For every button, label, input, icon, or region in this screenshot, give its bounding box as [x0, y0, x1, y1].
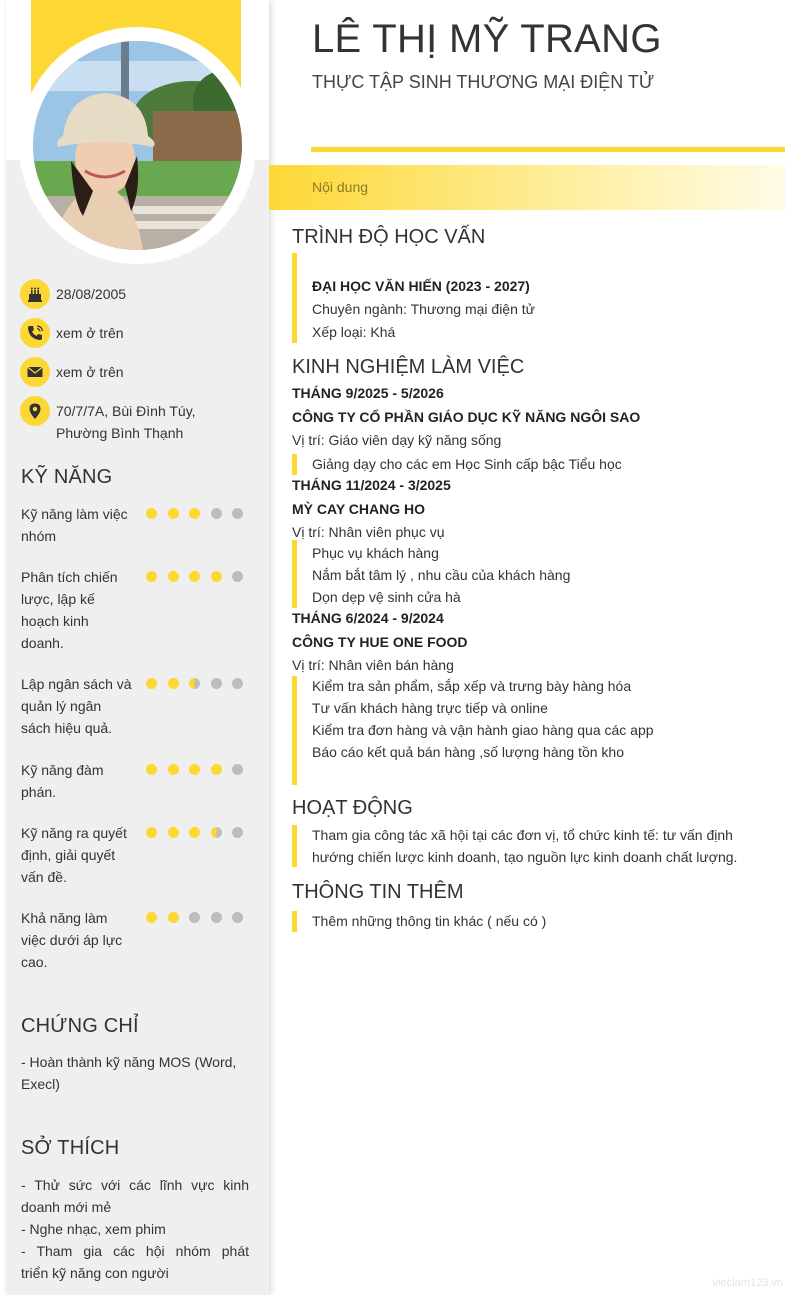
profile-photo — [33, 41, 242, 250]
skill-item — [21, 503, 141, 547]
rating-dot — [232, 571, 243, 582]
experience-title: KINH NGHIỆM LÀM VIỆC — [292, 356, 525, 378]
contact-birthday — [20, 279, 260, 309]
activities-line: Tham gia công tác xã hội tại các đơn vị, tổ chức kinh tế: tư vấn định — [312, 827, 733, 843]
content-bar — [269, 165, 785, 210]
watermark: vieclam123.vn — [712, 1277, 783, 1289]
job-2-task: Phục vụ khách hàng — [312, 545, 439, 561]
rating-dot — [211, 571, 222, 582]
rating-dot — [211, 508, 222, 519]
skill-rating — [146, 912, 254, 923]
rating-dot — [189, 678, 200, 689]
job-3-company: CÔNG TY HUE ONE FOOD — [292, 634, 468, 650]
education-major: Chuyên ngành: Thương mại điện tử — [312, 301, 536, 317]
job-2-position: Vị trí: Nhân viên phục vụ — [292, 524, 445, 540]
rating-dot — [211, 678, 222, 689]
job-1-accent-bar — [292, 454, 297, 475]
skill-name: Kỹ năng đàm phán. — [21, 762, 104, 800]
rating-dot — [168, 912, 179, 923]
contact-email — [20, 357, 260, 387]
hobbies-title: SỞ THÍCH — [21, 1137, 120, 1159]
rating-dot — [211, 827, 222, 838]
certificates-title: CHỨNG CHỈ — [21, 1015, 139, 1037]
rating-dot — [146, 571, 157, 582]
location-pin-icon — [20, 396, 50, 426]
job-3-task: Kiểm tra đơn hàng và vận hành giao hàng qua các app — [312, 722, 654, 738]
job-3-task: Kiểm tra sản phẩm, sắp xếp và trưng bày hàng hóa — [312, 678, 632, 694]
job-2-company: MỲ CAY CHANG HO — [292, 501, 426, 517]
phone-text: xem ở trên — [56, 325, 124, 341]
contact-list — [20, 279, 260, 453]
skill-item — [21, 759, 141, 803]
rating-dot — [189, 764, 200, 775]
skill-name: Phân tích chiến lược, lập kế hoạch kinh doanh. — [21, 569, 118, 651]
skill-rating — [146, 678, 254, 689]
rating-dot — [146, 764, 157, 775]
rating-dot — [146, 827, 157, 838]
rating-dot — [168, 678, 179, 689]
rating-dot — [146, 912, 157, 923]
job-3-task: Báo cáo kết quả bán hàng ,số lượng hàng tồn kho — [312, 744, 625, 760]
rating-dot — [232, 912, 243, 923]
address-text: 70/7/7A, Bùi Đình Túy, Phường Bình Thạnh — [56, 403, 196, 441]
mail-icon — [20, 357, 50, 387]
rating-dot — [211, 912, 222, 923]
skill-rating — [146, 827, 254, 838]
rating-dot — [146, 508, 157, 519]
content-bar-label: Nội dung — [312, 179, 369, 195]
activities-title: HOẠT ĐỘNG — [292, 797, 413, 819]
rating-dot — [189, 912, 200, 923]
rating-dot — [232, 508, 243, 519]
education-grade: Xếp loại: Khá — [312, 324, 396, 340]
skill-name: Kỹ năng ra quyết định, giải quyết vấn đề. — [21, 825, 127, 885]
job-2-period: THÁNG 11/2024 - 3/2025 — [292, 477, 451, 493]
education-title: TRÌNH ĐỘ HỌC VẤN — [292, 226, 486, 248]
rating-dot — [168, 764, 179, 775]
rating-dot — [232, 678, 243, 689]
education-accent-bar — [292, 253, 297, 343]
job-1-company: CÔNG TY CỔ PHẦN GIÁO DỤC KỸ NĂNG NGÔI SAO — [292, 409, 641, 425]
rating-dot — [146, 678, 157, 689]
skill-name: Khả năng làm việc dưới áp lực cao. — [21, 910, 123, 970]
email-text: xem ở trên — [56, 364, 124, 380]
skill-rating — [146, 508, 254, 519]
extra-title: THÔNG TIN THÊM — [292, 881, 464, 903]
contact-address — [20, 396, 260, 444]
job-2-task: Dọn dẹp vệ sinh cửa hà — [312, 589, 461, 605]
job-2-task: Nắm bắt tâm lý , nhu cầu của khách hàng — [312, 567, 571, 583]
job-3-task: Tư vấn khách hàng trực tiếp và online — [312, 700, 548, 716]
rating-dot — [232, 764, 243, 775]
job-3-accent-bar — [292, 676, 297, 785]
rating-dot — [168, 571, 179, 582]
skill-rating — [146, 571, 254, 582]
skill-item — [21, 907, 141, 973]
name-underline — [311, 147, 785, 152]
rating-dot — [232, 827, 243, 838]
sidebar — [6, 0, 269, 1295]
certificates-text: - Hoàn thành kỹ năng MOS (Word, Execl) — [21, 1054, 237, 1092]
birthday-text: 28/08/2005 — [56, 286, 127, 302]
education-school: ĐẠI HỌC VĂN HIẾN (2023 - 2027) — [312, 278, 530, 294]
rating-dot — [168, 508, 179, 519]
avatar — [33, 41, 242, 250]
skill-name: Lập ngân sách và quản lý ngân sách hiệu quả. — [21, 676, 132, 736]
skill-item — [21, 566, 141, 654]
cake-icon — [20, 279, 50, 309]
rating-dot — [211, 764, 222, 775]
skills-title: KỸ NĂNG — [21, 466, 113, 488]
skill-rating — [146, 764, 254, 775]
job-1-position: Vị trí: Giáo viên dạy kỹ năng sống — [292, 432, 502, 448]
activities-line: hướng chiến lược kinh doanh, tạo nguồn lực kinh doanh chất lượng. — [312, 849, 738, 865]
extra-accent-bar — [292, 911, 297, 932]
job-3-period: THÁNG 6/2024 - 9/2024 — [292, 610, 444, 626]
job-2-accent-bar — [292, 540, 297, 608]
contact-phone — [20, 318, 260, 348]
skill-name: Kỹ năng làm việc nhóm — [21, 506, 128, 544]
skill-item — [21, 673, 141, 739]
candidate-name: LÊ THỊ MỸ TRANG — [312, 17, 662, 61]
hobbies-text: - Thử sức với các lĩnh vực kinh doanh mới mẻ - Nghe nhạc, xem phim - Tham gia các hội nhóm phát triển kỹ năng con người — [21, 1177, 249, 1281]
activities-accent-bar — [292, 825, 297, 867]
job-1-period: THÁNG 9/2025 - 5/2026 — [292, 385, 444, 401]
extra-text: Thêm những thông tin khác ( nếu có ) — [312, 913, 547, 929]
rating-dot — [189, 827, 200, 838]
skill-item — [21, 822, 141, 888]
job-3-position: Vị trí: Nhân viên bán hàng — [292, 657, 454, 673]
rating-dot — [189, 571, 200, 582]
candidate-role: THỰC TẬP SINH THƯƠNG MẠI ĐIỆN TỬ — [312, 72, 655, 92]
rating-dot — [168, 827, 179, 838]
phone-icon — [20, 318, 50, 348]
job-1-task: Giảng dạy cho các em Học Sinh cấp bậc Tiểu học — [312, 456, 622, 472]
rating-dot — [189, 508, 200, 519]
